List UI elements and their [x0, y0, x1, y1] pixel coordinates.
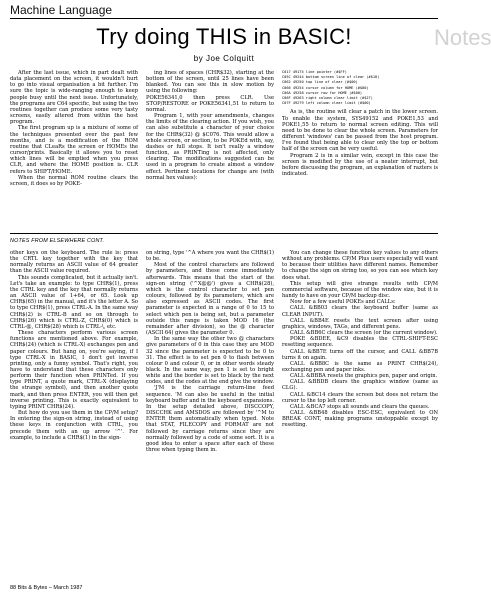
paragraph: Most of the control characters are followed by parameters, and these come immediately afterwards. This means that the start of the sign-on string ('^X@@') gives a CHR$(28), which is the control character to set pen colours, followed by its parameters, which are also expressed as ASCII codes. The first parameter is expected in a range of 0 to 15 to select which pen is being set, but a parameter outside this range is taken MOD 16 (the remainder after division), so the @ character (ASCII 64) gives the parameter 0. [146, 262, 274, 337]
paragraph: But how do you use them in the CP/M setup? In entering the sign-on string, instead of using these keys in conjunction with CTRL, you precede them with an up arrow '^'. For example, to include a CHR$(1) in the sign- [10, 410, 138, 441]
paragraph: The first program up is a mixture of some of the techniques presented over the past few months, and is a modification of the ROM routine that CLeaRs the screen or HOMEs the cursor/prints. Basically it allows you to reset which lines will be emptied when you press CLR, and where the HOME position is. CLR refers to SHIFT/HOME. [10, 125, 138, 175]
paragraph: ing lines of spaces (CHR$32), starting at the bottom of the screen, until 25 lines have been blanked. You can see this in slow motion by using the following: [146, 70, 274, 95]
paragraph: CALL &BCA7 stops all sounds and clears the queues. [290, 403, 430, 410]
bottom-column-1 [10, 250, 138, 580]
article-title: Try doing THIS in BASIC! [96, 24, 352, 49]
paragraph: After the last issue, which in part dealt with data placement on the screen, it wouldn't hurt to go into visual organisation a bit further. I'm sure the topic is wide-ranging enough to keep people busy until the next issue. Unfortunately, the programs are C64 specific, but using the two routines together can produce some very tasty screens, easily altered from within the host program. [10, 70, 138, 126]
code-line: C066 49254 cursor column for HOME (#$00) [282, 85, 369, 90]
paragraph: CALL &BBBA resets the graphics pen, paper and origin. [290, 373, 438, 380]
notes-heading: NOTES FROM ELSEWHERE CONT. [10, 238, 105, 244]
paragraph: CALL &BBDB clears the graphics window (same as CLG). [282, 379, 438, 392]
paragraph: 'J'M is the carriage return-line feed sequence. 'M can also be useful in the initial keyboard buffer and in the keyboard expansions. In the setup detailed above, DISCCOPY, DISCCHK and AMSDOS are followed by '^M to ENTER them automatically when typed. Note that STAT, FILECOPY and FORMAT are not followed by carriage returns since they are normally followed by a code of some sort. It is a good idea to enter a space after each of these three when typing them in. [146, 385, 274, 453]
code-line: C062 49250 top line of clear (#$00) [282, 80, 358, 85]
top-column-2 [146, 70, 274, 232]
paragraph: Program 1, with your amendments, changes the limits of the clearing action. If you wish, you can also substitute a character of your choice for the CHR$(32) @ $C076. This would allow a whole screen, or section, to be POKEd with, say, dashes or full stops. It isn't really a window function, as PRINTing is not affected, only clearing. The modifications suggested can be used in a program to create almost a window effect. Pertinent locations for change are (with normal hex values): [146, 113, 274, 181]
paragraph: CALL &BB8C is the same as PRINT CHR$(24), exchanging pen and paper inks. [282, 360, 438, 373]
paragraph: CALL &BB7E turns off the cursor, and CALL &BB7B turns it on again. [282, 348, 438, 361]
page-footer: 88 Bits & Bytes – March 1987 [10, 585, 83, 591]
top-column-3 [282, 70, 438, 232]
paragraph: POKE &BDEE, &C9 disables the CTRL-SHIFT-ESC resetting sequence. [282, 336, 438, 349]
paragraph: When the normal ROM routine clears the screen, it does so by POKE- [10, 174, 138, 187]
top-column-1 [10, 70, 138, 232]
paragraph: CALL &BB48 disables ESC-ESC, equivalent to ON BREAK CONT, making programs unstoppable except by resetting. [282, 410, 438, 429]
code-line: C017 49175 line pointer (#$FF) [282, 70, 347, 74]
paragraph: As is, the routine will clear a patch in the lower screen. To enable the system, SYS49152 and POKE1,53 and POKE1,55 to return to normal screen editing. This will need to be done to clear the whole screen. Parameters for different 'windows' can be passed from the host program. I've found that being able to clear only the top or bottom half of the screen can be very useful. [282, 109, 438, 153]
paragraph: CALL &BC14 clears the screen but does not return the cursor to the top left corner. [282, 391, 438, 404]
code-line: C06F 49263 right column clear limit (#$27) [282, 96, 373, 101]
section-divider [10, 233, 438, 234]
paragraph: This sounds complicated, but it actually isn't. Let's take an example: to type CHR$(1), press the CTRL key and the key that normally returns an ASCII value of 1+64, or 65. Look up CHR$(65) in the manual, and it's the letter A. So to type CHR$(1), press CTRL-A. In the same way CHR$(2) is CTRL-B and so on through to CHR$(26) which is CTRL-Z, CHR$(0) which is CTRL-@, CHR$(28) which is CTRL-\, etc. [10, 274, 138, 330]
paragraph: on string, type '^A where you want the CHR$(1) to be. [146, 250, 274, 263]
code-line: C07F 49279 left column clear limit (#$00) [282, 101, 371, 106]
paragraph: Now for a few useful POKEs and CALLs: [290, 299, 396, 306]
paragraph: CALL &BB03 clears the keyboard buffer (same as CLEAR INPUT). [282, 305, 438, 318]
paragraph: CALL &BB4E resets the text screen after using graphics, windows, TAGs, and different pens. [282, 317, 438, 330]
paragraph: POKE56341,0 then press CLR. Use STOP/RESTORE or POKE56341,51 to return to normal. [146, 94, 274, 113]
paragraph: Program 2 is in a similar vein, except in this case the screen is modified by the use of a neater interrupt, but before discussing the program, an explanation of razters is indicated. [282, 152, 438, 177]
byline: by Joe Colquitt [193, 54, 255, 63]
address-table [282, 70, 438, 106]
bottom-column-3 [282, 250, 438, 580]
paragraph: You can change these function key values to any others without any problems. CP/M Plus users especially will want to because their utilities have different names. Remember to change the sign on string too, so you can see which key does what. [282, 250, 438, 281]
code-line: C05C 49244 bottom screen line of clear (#$18) [282, 75, 380, 80]
paragraph: These characters perform various screen functions are mentioned above. For example, CHR$(24) (which is CTRL-X) exchanges pen and paper colours. But hang on, you're saying, if I type CTRL-X in BASIC, I don't get inverse printing, only a funny symbol. That's right, you have to understand that these characters only perform their function when PRINTed. If you type PRINT, a quote mark, CTRL-X (displaying the strange symbol), and then another quote mark, and then press ENTER, you will then get inverse printing. This is exactly equivalent to typing PRINT CHR$(24). [10, 330, 138, 410]
paragraph: other keys on the keyboard. The rule is: press the CRTL key together with the key that normally returns an ASCII value of 64 greater than the ASCII value required. [10, 250, 138, 275]
paragraph: CALL &BB6C clears the screen (or the current window). [290, 330, 438, 337]
paragraph: This setup will give strange results with CP/M commercial software, because of the window size, but it is handy to have on your CP/M backup disc. [282, 280, 438, 300]
paragraph: In the same way the other two @ characters give parameters of 0 in this case they are MOD 32 since the parameter is expected to be 0 to 31. The effect is to set pen 0 to flash between colour 0 and colour 0, or in other words steady black. In the same way, pen 1 is set to bright white and the border is set to black by the next codes, and the codes at the end give the window. [146, 336, 274, 386]
code-line: C06A 49258 cursor row for HOME (#$00) [282, 90, 363, 95]
bottom-column-2 [146, 250, 274, 580]
header-rule [10, 18, 438, 19]
section-heading: Machine Language [10, 3, 113, 17]
edge-bleed-text: Notes [434, 25, 491, 50]
